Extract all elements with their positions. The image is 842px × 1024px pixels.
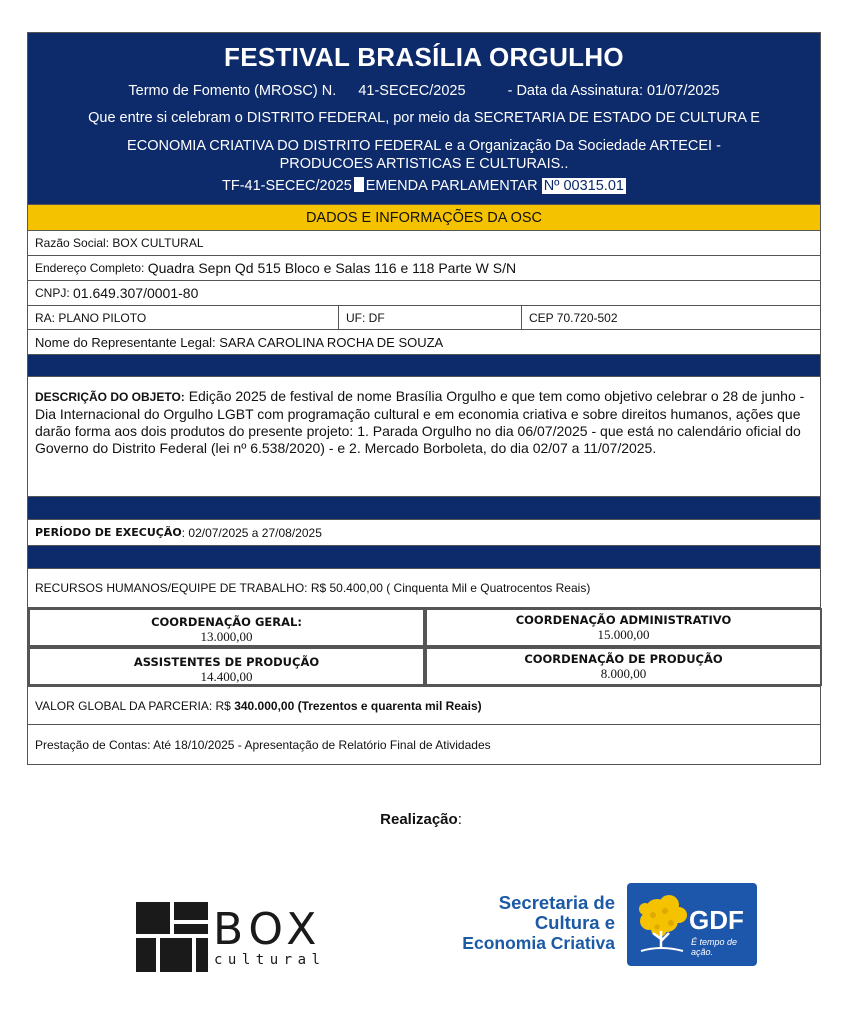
recursos-value: 15.000,00 — [597, 627, 650, 642]
recursos-text: RECURSOS HUMANOS/EQUIPE DE TRABALHO: R$ 50.400,00 ( Cinquenta Mil e Quatrocentos Reais) — [35, 581, 591, 595]
ra-cell — [28, 306, 339, 329]
uf-cell — [339, 306, 522, 329]
secretaria-line-2: Cultura e — [534, 912, 615, 933]
cep-cell — [522, 306, 820, 329]
endereco-row — [28, 256, 820, 281]
emenda-label: EMENDA PARLAMENTAR — [365, 178, 538, 194]
recursos-cell — [425, 647, 822, 686]
secretaria-line-3: Economia Criativa — [462, 933, 615, 953]
prestacao-contas: Prestação de Contas: Até 18/10/2025 - Apresentação de Relatório Final de Atividades — [35, 737, 491, 752]
recursos-value: 8.000,00 — [600, 666, 647, 681]
box-squares-icon — [136, 902, 208, 972]
recursos-cell — [28, 647, 425, 686]
valor-global-label: VALOR GLOBAL DA PARCERIA: R$ — [35, 698, 231, 713]
cnpj-row — [28, 281, 820, 306]
endereco-value: Quadra Sepn Qd 515 Bloco e Salas 116 e 118 Parte W S/N — [147, 260, 517, 276]
periodo-value: : 02/07/2025 a 27/08/2025 — [181, 525, 322, 540]
realizacao-label — [0, 811, 842, 828]
osc-section-title: DADOS E INFORMAÇÕES DA OSC — [28, 204, 820, 231]
recursos-cell — [28, 608, 425, 647]
recursos-title: COORDENAÇÃO GERAL: — [151, 615, 302, 629]
document-header — [28, 33, 820, 204]
representante: Nome do Representante Legal: SARA CAROLINA ROCHA DE SOUZA — [35, 334, 444, 350]
secretaria-cultura-logo — [455, 893, 615, 953]
section-divider — [28, 497, 820, 520]
recursos-cell — [425, 608, 822, 647]
recursos-grid — [28, 608, 820, 687]
data-assinatura: - Data da Assinatura: 01/07/2025 — [507, 83, 720, 99]
location-row — [28, 306, 820, 330]
celebram-line-3: PRODUCOES ARTISTICAS E CULTURAIS.. — [279, 156, 569, 172]
cep-value: CEP 70.720-502 — [529, 310, 618, 325]
periodo-label: PERÍODO DE EXECUÇÃO — [35, 526, 182, 539]
realizacao-text: Realização — [380, 811, 458, 828]
termo-number: 41-SECEC/2025 — [358, 83, 466, 99]
valor-global-row — [28, 687, 820, 725]
section-divider — [28, 355, 820, 377]
cnpj-value: 01.649.307/0001-80 — [73, 285, 199, 301]
term-document — [27, 32, 821, 765]
celebram-line-2: ECONOMIA CRIATIVA DO DISTRITO FEDERAL e a Organização Da Sociedade ARTECEI - — [127, 138, 721, 154]
recursos-value: 14.400,00 — [200, 669, 253, 684]
section-divider — [28, 546, 820, 569]
termo-line — [28, 82, 820, 100]
descricao-objeto — [28, 377, 820, 497]
tf-emenda-line — [28, 177, 820, 195]
cnpj-label: CNPJ: — [35, 286, 70, 300]
recursos-value: 13.000,00 — [200, 629, 253, 644]
endereco-label: Endereço Completo: — [35, 261, 145, 275]
valor-global-value: 340.000,00 (Trezentos e quarenta mil Reais) — [234, 698, 482, 713]
box-subtitle: cultural — [214, 952, 326, 968]
realizacao-colon: : — [457, 811, 462, 828]
razao-social: Razão Social: BOX CULTURAL — [35, 236, 204, 250]
celebram-line-1: Que entre si celebram o DISTRITO FEDERAL, por meio da SECRETARIA DE ESTADO DE CULTURA E — [88, 110, 760, 126]
representante-row — [28, 330, 820, 355]
gdf-name: GDF — [689, 905, 744, 935]
selection-highlight — [354, 177, 364, 192]
recursos-title: COORDENAÇÃO ADMINISTRATIVO — [515, 613, 732, 627]
uf-value: UF: DF — [346, 310, 385, 325]
box-name: BOX — [213, 904, 323, 955]
secretaria-line-1: Secretaria de — [498, 892, 615, 913]
ra-value: RA: PLANO PILOTO — [35, 310, 147, 325]
gdf-tagline: É tempo de ação. — [691, 937, 738, 957]
razao-social-row — [28, 231, 820, 256]
box-cultural-logo — [136, 900, 336, 975]
recursos-title: ASSISTENTES DE PRODUÇÃO — [133, 655, 320, 669]
descricao-label: DESCRIÇÃO DO OBJETO: — [35, 390, 185, 404]
recursos-row — [28, 569, 820, 608]
recursos-title: COORDENAÇÃO DE PRODUÇÃO — [524, 652, 723, 666]
emenda-number: Nº 00315.01 — [543, 178, 624, 194]
termo-label: Termo de Fomento (MROSC) N. — [128, 83, 337, 99]
descricao-text: Edição 2025 de festival de nome Brasília Orgulho e que tem como objetivo celebrar o 28 de junho - Dia Internacional do Orgulho LGBT com programação cultural e em economia criativa e sobre direitos humanos, ações que darão forma aos dois produtos do presente projeto: 1. Parada Orgulho no dia 06/07/2025 - que está no calendário oficial do Governo do Distrito Federal (lei nº 6.538/2020) - e 2. Mercado Borboleta, do dia 02/07 a 11/07/2025. — [35, 388, 805, 456]
prestacao-row — [28, 725, 820, 764]
periodo-row — [28, 520, 820, 546]
tf-code: TF-41-SECEC/2025 — [222, 178, 352, 194]
festival-title: FESTIVAL BRASÍLIA ORGULHO — [224, 42, 624, 72]
gdf-logo — [627, 883, 757, 966]
